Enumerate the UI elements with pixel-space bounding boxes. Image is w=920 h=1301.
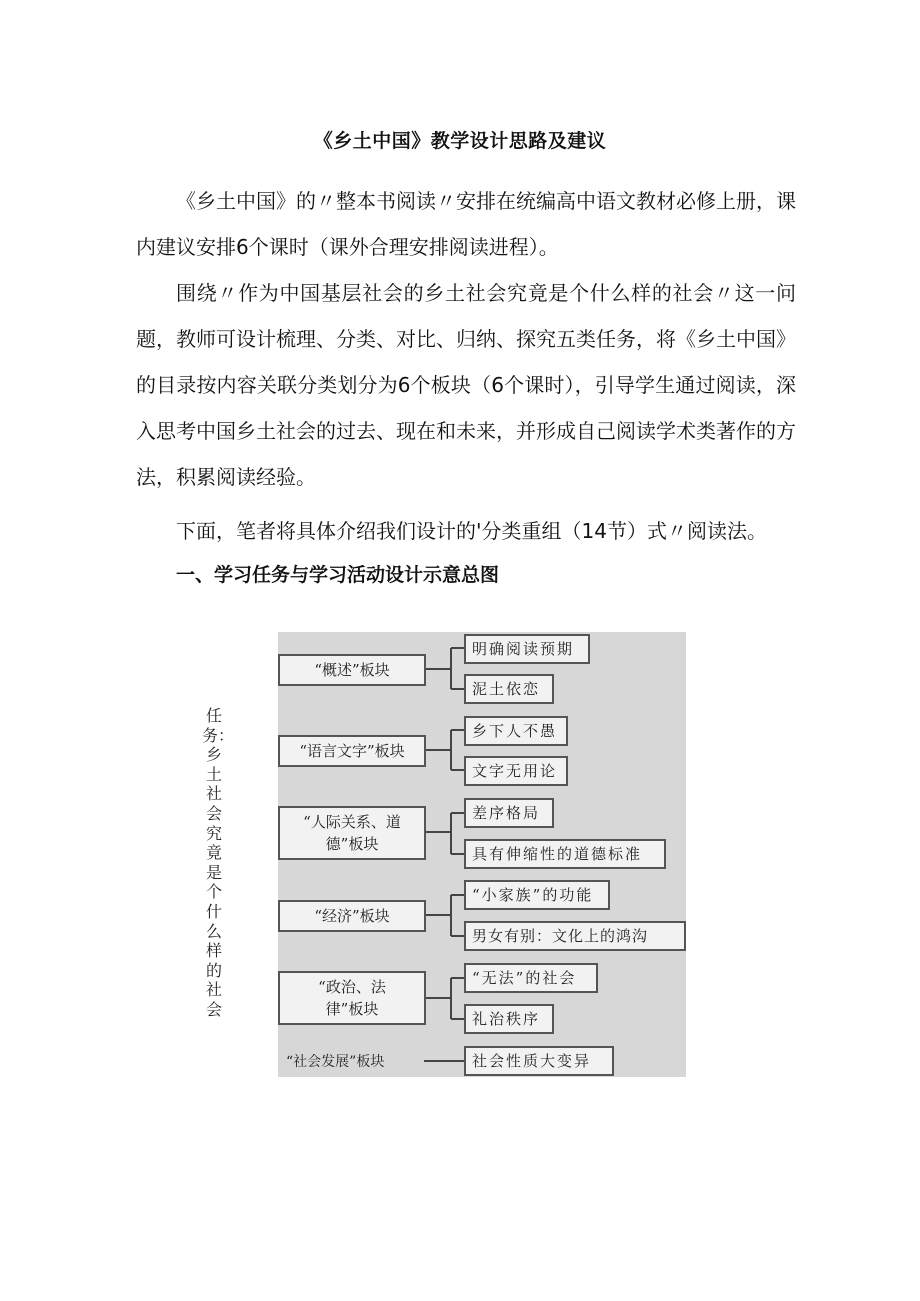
leaf-elastic-morality: 具有伸缩性的道德标准 [464,839,666,869]
leaf-lawless-society: “无法”的社会 [464,963,598,993]
leaf-reading-expectation: 明确阅读预期 [464,634,590,664]
task-diagram [278,632,686,1077]
block-relations-morality: “人际关系、道德”板块 [278,806,426,860]
leaf-soil-attachment: 泥土依恋 [464,674,554,704]
leaf-writing-useless: 文字无用论 [464,756,568,786]
leaf-differential-mode: 差序格局 [464,798,554,828]
block-social-development: “社会发展”板块 [286,1054,385,1070]
block-economy: “经济”板块 [278,900,426,932]
paragraph-design: 围绕〃作为中国基层社会的乡土社会究竟是个什么样的社会〃这一问题，教师可设计梳理、分类、对比、归纳、探究五类任务，将《乡土中国》的目录按内容关联分类划分为6个板块（6个课时），引导学生通过阅读，深入思考中国乡土社会的过去、现在和未来，并形成自己阅读学术类著作的方法，积累阅读经验。 [136,281,796,489]
paragraph-method: 下面，笔者将具体介绍我们设计的'分类重组（14节）式〃阅读法。 [176,519,767,543]
task-vertical-label: 任务：乡土社会究竟是个什么样的社会 [202,706,235,1019]
leaf-rite-order: 礼治秩序 [464,1004,554,1034]
leaf-gender-gap: 男女有别：文化上的鸿沟 [464,921,686,951]
leaf-social-change: 社会性质大变异 [464,1046,614,1076]
paragraph-intro: 《乡土中国》的〃整本书阅读〃安排在统编高中语文教材必修上册，课内建议安排6个课时（课外合理安排阅读进程）。 [136,189,796,259]
leaf-villagers-not-foolish: 乡下人不愚 [464,716,568,746]
block-overview: “概述”板块 [278,654,426,686]
section-heading: 一、学习任务与学习活动设计示意总图 [176,564,500,586]
block-politics-law: “政治、法律”板块 [278,971,426,1025]
block-language: “语言文字”板块 [278,735,426,767]
document-title: 《乡土中国》教学设计思路及建议 [313,130,607,152]
leaf-small-family: “小家族”的功能 [464,880,610,910]
